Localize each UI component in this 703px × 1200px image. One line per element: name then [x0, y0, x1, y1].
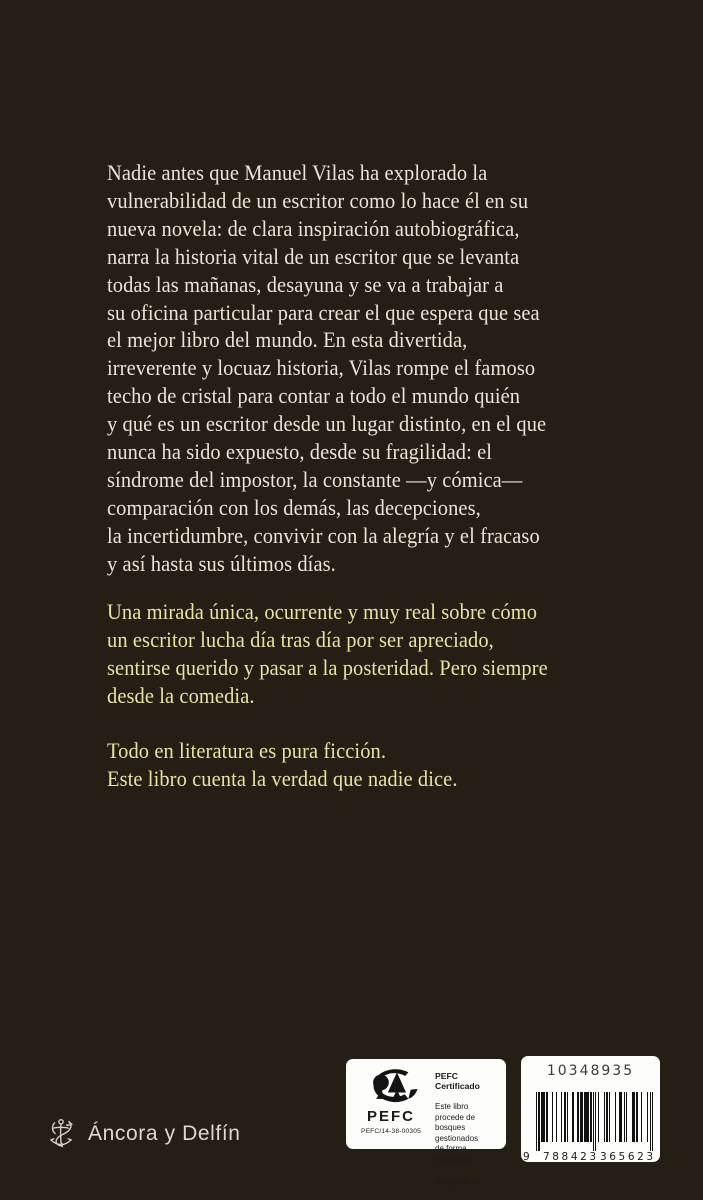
ean-right-group: 365623	[600, 1151, 656, 1163]
highlight-paragraph	[107, 598, 548, 710]
text-line: desde la comedia.	[107, 682, 255, 708]
barcode-module	[652, 1092, 653, 1151]
pefc-two-trees-icon	[361, 1066, 421, 1108]
text-line: nueva novela: de clara inspiración autobiográfica,	[107, 215, 520, 241]
publisher-imprint-row	[44, 1117, 241, 1151]
pefc-cert-code: PEFC/14-38-00305	[360, 1128, 421, 1135]
text-line: y qué es un escritor desde un lugar distinto, en el que	[107, 411, 547, 437]
text-line: la incertidumbre, convivir con la alegría y el fracaso	[107, 522, 540, 548]
pefc-title: PEFC Certificado	[435, 1071, 480, 1091]
text-line: vulnerabilidad de un escritor como lo hace él en su	[107, 187, 529, 213]
barcode-label	[521, 1056, 660, 1162]
text-line: irreverente y locuaz historia, Vilas rompe el famoso	[107, 355, 536, 381]
text-line: nunca ha sido expuesto, desde su fragilidad: el	[107, 439, 493, 465]
pefc-wordmark: PEFC	[366, 1108, 415, 1125]
text-line: sentirse querido y pasar a la posteridad. Pero siempre	[107, 654, 548, 680]
text-line: y así hasta sus últimos días.	[107, 550, 336, 576]
text-line: Todo en literatura es pura ficción.	[107, 738, 387, 763]
text-line: Este libro cuenta la verdad que nadie dice.	[107, 765, 458, 791]
pefc-certificate-label	[346, 1059, 506, 1186]
ean-lead-digit: 9	[523, 1151, 530, 1163]
ean13-barcode-bars	[523, 1092, 656, 1163]
text-line: un escritor lucha día tras día por ser apreciado,	[107, 626, 494, 652]
barcode-top-number: 10348935	[546, 1063, 635, 1079]
text-line: Una mirada única, ocurrente y muy real sobre cómo	[107, 599, 538, 624]
pefc-logo-column	[354, 1066, 428, 1143]
text-line: narra la historia vital de un escritor que se levanta	[107, 243, 520, 269]
text-line: el mejor libro del mundo. En esta divertida,	[107, 327, 468, 353]
text-line: todas las mañanas, desayuna y se va a trabajar a	[107, 271, 504, 297]
text-line: Nadie antes que Manuel Vilas ha explorado la	[107, 160, 488, 185]
text-line: techo de cristal para contar a todo el mundo quién	[107, 383, 521, 409]
text-line: de forma sostenible	[435, 1144, 472, 1164]
anchor-dolphin-emblem-icon	[44, 1117, 78, 1151]
ean13-digits-row	[523, 1151, 656, 1164]
tagline-paragraph	[107, 737, 458, 793]
text-line: Este libro procede de	[435, 1102, 476, 1122]
synopsis-paragraph	[107, 159, 546, 578]
text-line: bosques gestionados	[435, 1123, 479, 1143]
pefc-body-text	[435, 1102, 498, 1165]
pefc-url: www.pefc.es	[435, 1177, 480, 1186]
publisher-imprint: Áncora y Delfín	[88, 1122, 241, 1145]
ean-left-group: 788423	[543, 1151, 599, 1163]
text-line: síndrome del impostor, la constante —y cómica—	[107, 466, 523, 492]
text-line: comparación con los demás, las decepciones,	[107, 494, 481, 520]
text-line: su oficina particular para crear el que espera que sea	[107, 299, 540, 325]
pefc-text-column	[428, 1066, 498, 1186]
